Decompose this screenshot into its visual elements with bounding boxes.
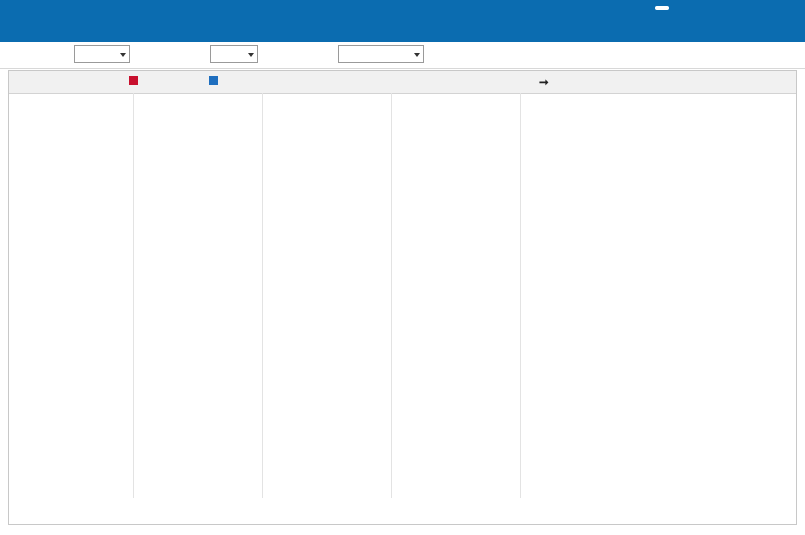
chevron-down-icon (248, 53, 254, 57)
gridline-500 (391, 93, 392, 498)
column-header-row (9, 71, 796, 94)
gridline-750 (520, 93, 521, 498)
legend-bull (209, 75, 221, 87)
history-date-select[interactable] (338, 45, 424, 63)
chevron-down-icon (414, 53, 420, 57)
col-credit (539, 75, 549, 89)
pointer-icon: ➞ (539, 77, 549, 89)
distribution-panel (8, 70, 797, 525)
chevron-down-icon (120, 53, 126, 57)
legend-bear (129, 75, 141, 87)
bear-color-swatch (129, 76, 138, 85)
gridline-250 (262, 93, 263, 498)
filter-bar (0, 42, 805, 69)
strike-select[interactable] (210, 45, 258, 63)
page-header (0, 0, 805, 42)
index-code-badge (655, 6, 669, 10)
x-axis (9, 498, 796, 524)
bar-plot-area (9, 93, 796, 524)
asset-select[interactable] (74, 45, 130, 63)
bull-color-swatch (209, 76, 218, 85)
gridline-0 (133, 93, 134, 498)
